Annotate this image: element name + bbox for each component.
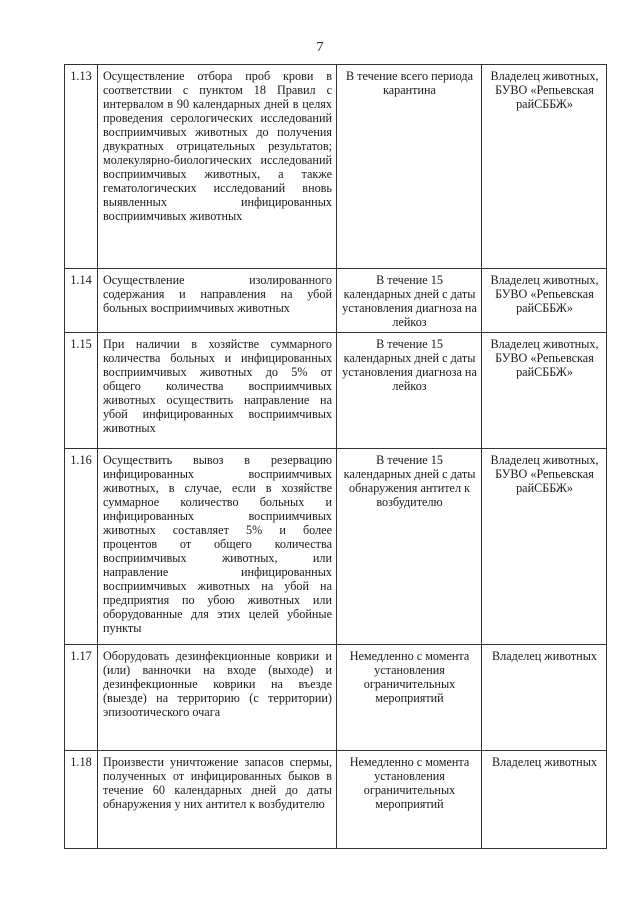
row-responsible: Владелец животных [482,645,607,751]
row-responsible: Владелец животных, БУВО «Репьевская райСББЖ» [482,449,607,645]
row-number: 1.18 [65,751,98,849]
table-row [65,333,607,449]
measures-table [64,64,607,849]
row-number: 1.17 [65,645,98,751]
row-term: В течение всего периода карантина [337,65,482,269]
row-term: Немедленно с момента установления ограничительных мероприятий [337,645,482,751]
table-row [65,751,607,849]
row-responsible: Владелец животных, БУВО «Репьевская райСББЖ» [482,65,607,269]
table-row [65,645,607,751]
page-number: 7 [316,40,324,55]
row-action: Произвести уничтожение запасов спермы, полученных от инфицированных быков в течение 60 календарных дней до даты обнаружения у них антител к возбудителю [98,751,337,849]
row-responsible: Владелец животных, БУВО «Репьевская райСББЖ» [482,333,607,449]
table-row [65,269,607,333]
table-row [65,65,607,269]
row-responsible: Владелец животных, БУВО «Репьевская райСББЖ» [482,269,607,333]
row-action: Осуществление отбора проб крови в соответствии с пунктом 18 Правил с интервалом в 90 календарных дней в целях проведения серологических исследований восприимчивых животных до получения двукратных отрицательных результатов; молекулярно-биологических исследований восприимчивых животных, а также гематологических исследований вновь выявленных инфицированных восприимчивых животных [98,65,337,269]
row-term: Немедленно с момента установления ограничительных мероприятий [337,751,482,849]
row-action: Осуществление изолированного содержания и направления на убой больных восприимчивых животных [98,269,337,333]
row-term: В течение 15 календарных дней с даты установления диагноза на лейкоз [337,333,482,449]
row-action: При наличии в хозяйстве суммарного количества больных и инфицированных восприимчивых животных до 5% от общего количества восприимчивых животных осуществить направление на убой инфицированных восприимчивых животных [98,333,337,449]
table-row [65,449,607,645]
row-number: 1.14 [65,269,98,333]
row-term: В течение 15 календарных дней с даты установления диагноза на лейкоз [337,269,482,333]
row-responsible: Владелец животных [482,751,607,849]
row-action: Осуществить вывоз в резервацию инфицированных восприимчивых животных, в случае, если в хозяйстве суммарное количество больных и инфицированных восприимчивых животных составляет 5% и более процентов от общего количества восприимчивых животных, или направление инфицированных восприимчивых животных на убой на предприятия по убою животных или оборудованные для этих целей убойные пункты [98,449,337,645]
row-term: В течение 15 календарных дней с даты обнаружения антител к возбудителю [337,449,482,645]
row-action: Оборудовать дезинфекционные коврики и (или) ванночки на входе (выходе) и дезинфекционные коврики на въезде (выезде) на территорию (с территории) эпизоотического очага [98,645,337,751]
row-number: 1.13 [65,65,98,269]
row-number: 1.16 [65,449,98,645]
row-number: 1.15 [65,333,98,449]
